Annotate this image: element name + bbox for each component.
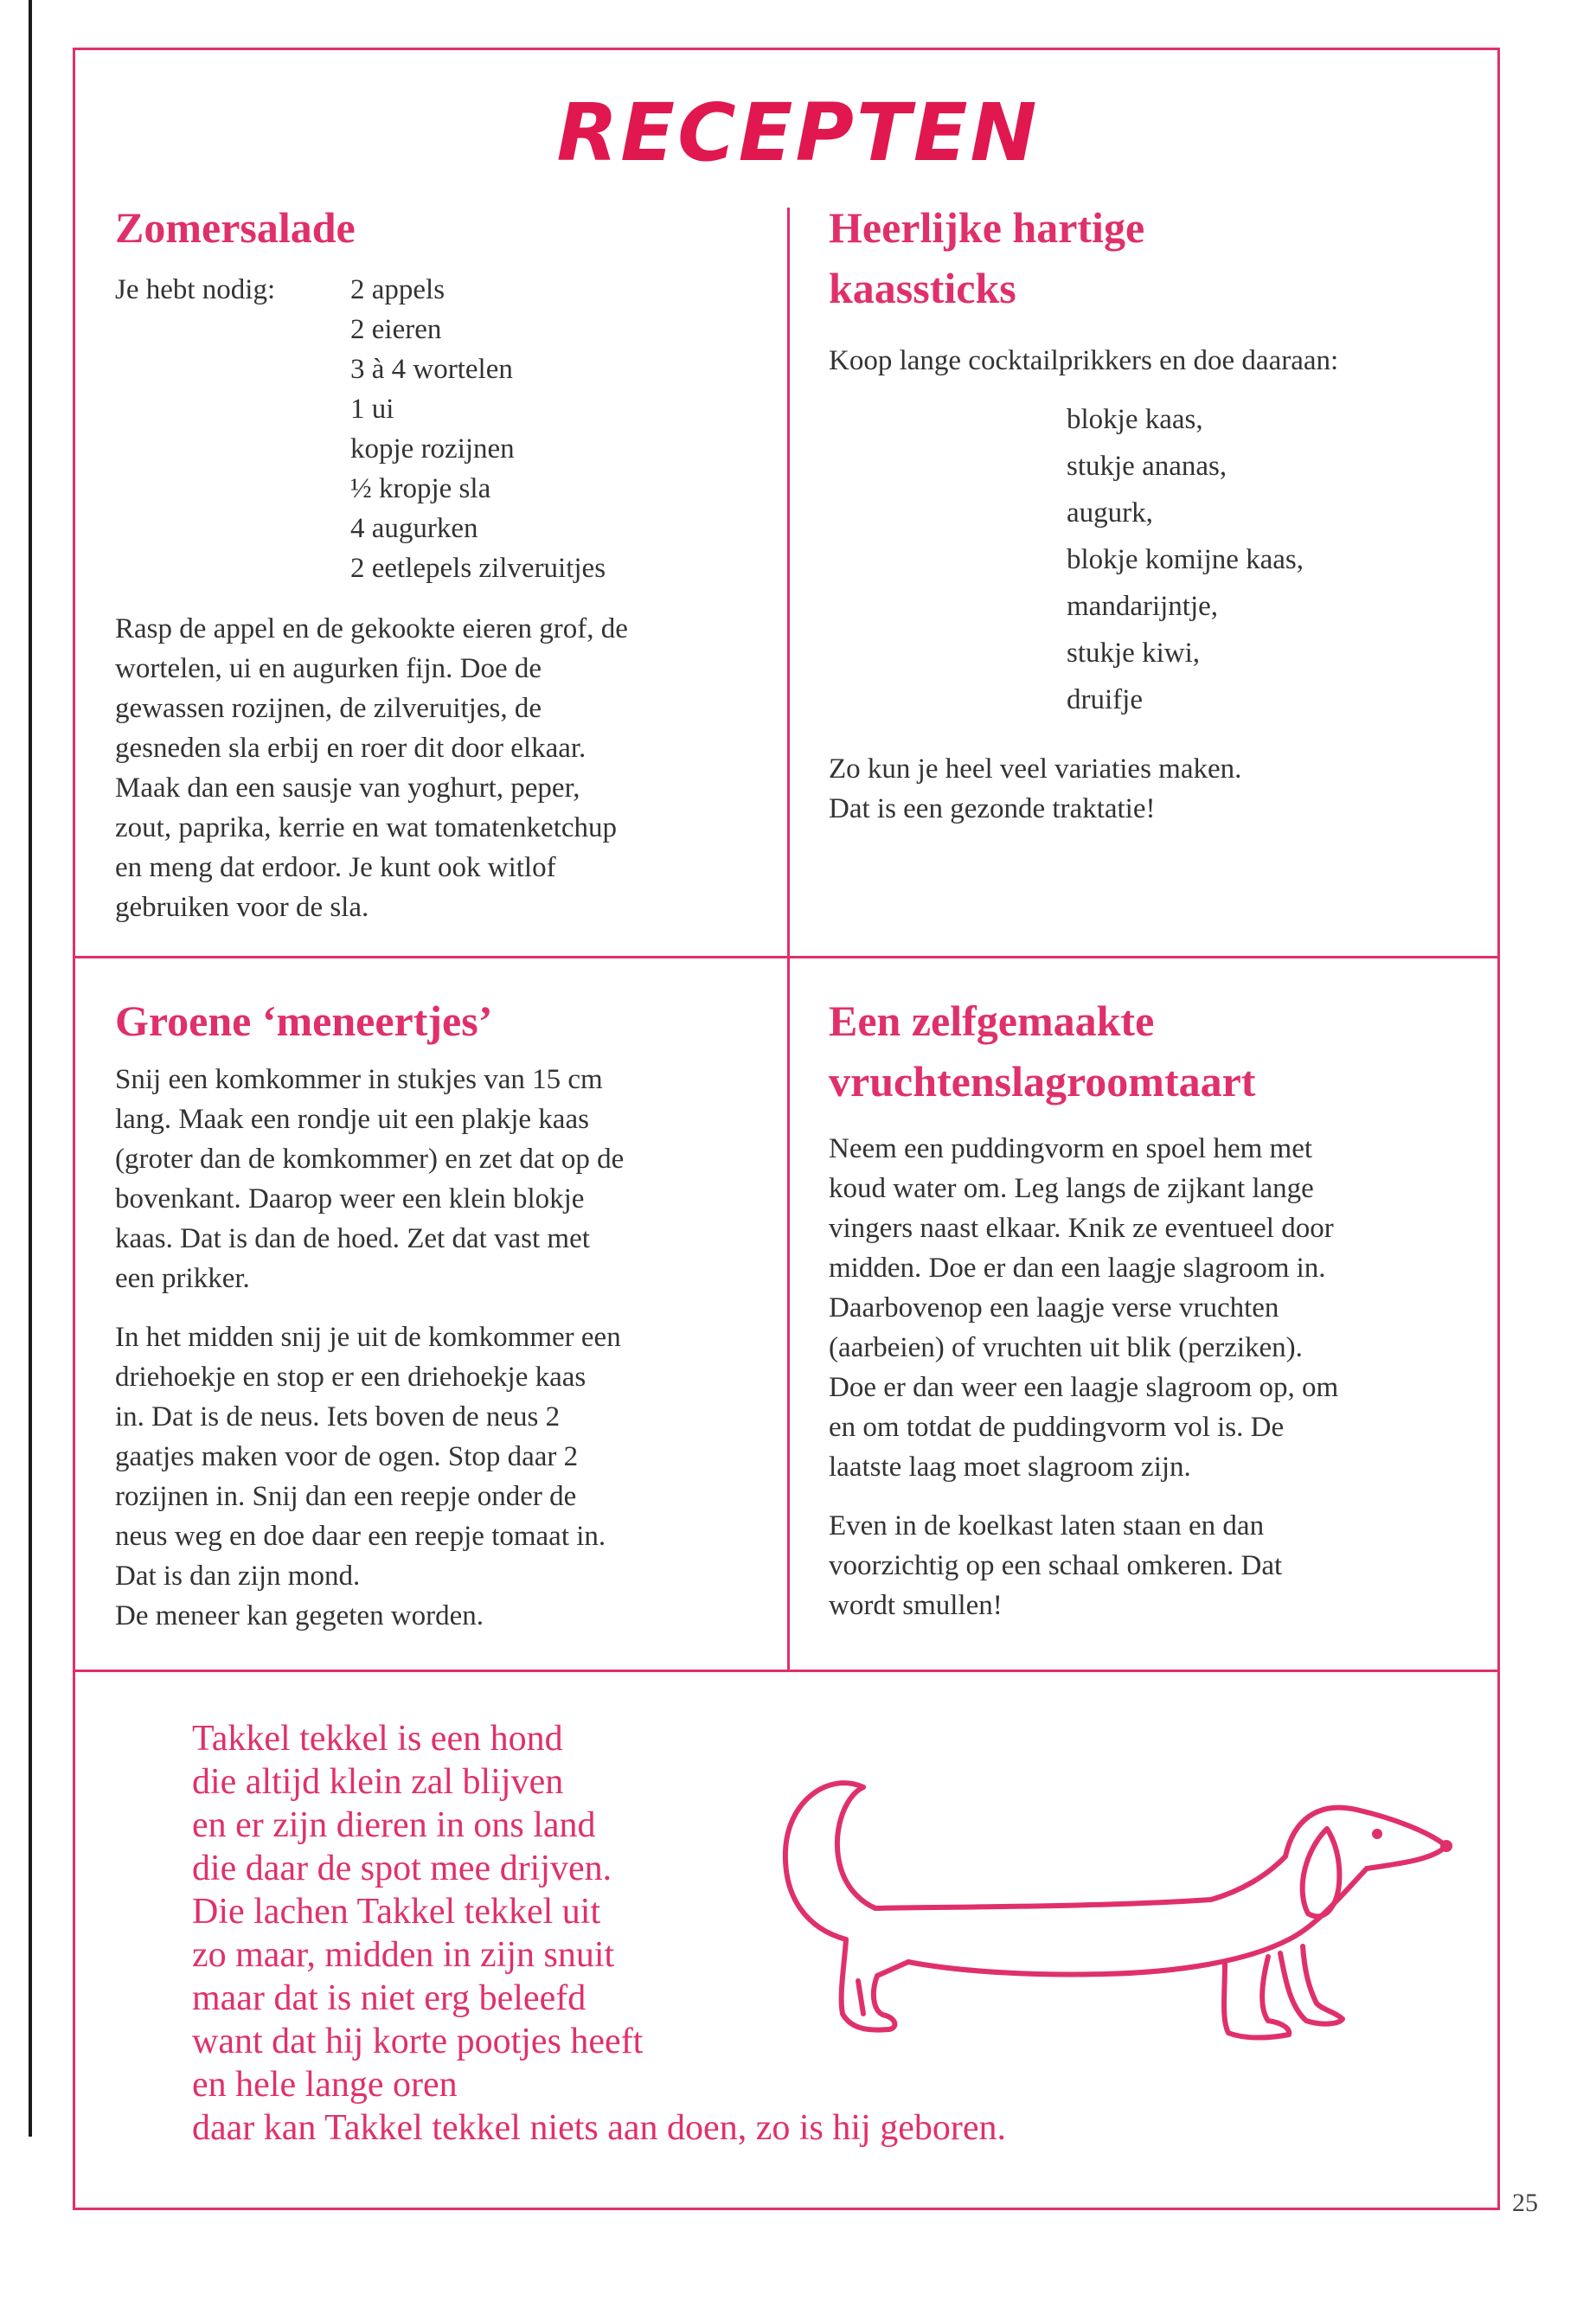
skewer-item: stukje ananas, [1067, 451, 1227, 482]
poem-line: maar dat is niet erg beleefd [192, 1978, 586, 2018]
ingredient: 3 à 4 wortelen [350, 354, 513, 385]
skewer-item: augurk, [1067, 497, 1153, 529]
ingredient: ½ kropje sla [350, 473, 491, 504]
ingredient: kopje rozijnen [350, 433, 515, 465]
dog-hind-leg [842, 1939, 908, 2030]
page-number: 25 [1512, 2189, 1538, 2217]
ingredient: 2 eetlepels zilveruitjes [350, 553, 606, 584]
instruction-line: gebruiken voor de sla. [115, 892, 369, 923]
ingredient: 1 ui [350, 394, 394, 425]
dog-front-leg [1224, 1957, 1289, 2038]
ingredient: 4 augurken [350, 513, 478, 544]
poem-line: want dat hij korte pootjes heeft [192, 2022, 644, 2061]
page-title: RECEPTEN [556, 87, 1040, 179]
paragraph: Neem een puddingvorm en spoel hem met koud water om. Leg langs de zijkant lange vingers naast elkaar. Knik ze eventueel door midden. Doe er dan een laagje slagroom in. Daarbovenop een laagje verse vruchten (aarbeien) of vruchten uit blik (perziken). Doe er dan weer een laagje slagroom op, om en om totdat de puddingvorm vol is. De laatste laag moet slagroom zijn. [829, 1133, 1339, 1483]
recipe-title: Een zelfgemaakte vruchtenslagroomtaart [829, 997, 1256, 1106]
instruction-line: wortelen, ui en augurken fijn. Doe de [115, 653, 542, 684]
poem-line: Takkel tekkel is een hond [192, 1719, 563, 1759]
dog-back [875, 1856, 1285, 1908]
paragraph: Even in de koelkast laten staan en dan voorzichtig op een schaal omkeren. Dat wordt smullen! [829, 1510, 1283, 1621]
column-divider-top [787, 208, 790, 956]
instructions [115, 609, 772, 927]
skewer-item: druifje [1067, 684, 1143, 715]
recipe-kaassticks [829, 197, 1486, 829]
poem-line: daar kan Takkel tekkel niets aan doen, zo is hij geboren. [192, 2108, 1006, 2148]
instruction-line: Maak dan een sausje van yoghurt, peper, [115, 772, 580, 804]
skewer-item: mandarijntje, [1067, 591, 1219, 622]
dachshund-illustration [761, 1721, 1471, 2067]
divider-bottom [73, 1670, 1500, 1672]
dog-front-leg-2 [1280, 1946, 1343, 2024]
poem-line: die altijd klein zal blijven [192, 1762, 564, 1802]
need-label: Je hebt nodig: [115, 274, 276, 305]
skewer-item: stukje kiwi, [1067, 638, 1200, 669]
poem-line: en hele lange oren [192, 2065, 458, 2105]
recipe-title: Zomersalade [115, 203, 356, 252]
recipe-meneertjes [115, 990, 772, 1655]
recipe-zomersalade [115, 197, 772, 927]
instruction-line: gesneden sla erbij en roer dit door elkaar. [115, 733, 586, 764]
ingredient: 2 appels [350, 274, 445, 305]
poem-line: zo maar, midden in zijn snuit [192, 1935, 615, 1975]
column-divider-middle [787, 956, 790, 1670]
skewer-items [1067, 396, 1486, 723]
instructions [115, 1060, 772, 1636]
instruction-line: zout, paprika, kerrie en wat tomatenketchup [115, 812, 618, 843]
ingredient: 2 eieren [350, 314, 442, 345]
skewer-item: blokje komijne kaas, [1067, 544, 1304, 575]
poem-line: die daar de spot mee drijven. [192, 1849, 612, 1888]
intro-text: Koop lange cocktailprikkers en doe daaraan: [829, 345, 1339, 376]
instructions [829, 1129, 1486, 1625]
paragraph: In het midden snij je uit de komkommer een driehoekje en stop er een driehoekje kaas in. Dat is de neus. Iets boven de neus 2 gaatjes maken voor de ogen. Stop daar 2 rozijnen in. Snij dan een reepje onder de neus weg en doe daar een reepje tomaat in. Dat is dan zijn mond. De meneer kan gegeten worden. [115, 1322, 621, 1631]
page-binding-edge [29, 0, 32, 2137]
ingredient-list [350, 270, 606, 588]
recipe-title: Heerlijke hartige kaassticks [829, 203, 1145, 312]
poem-line: en er zijn dieren in ons land [192, 1805, 596, 1845]
dog-belly [908, 1868, 1367, 1974]
skewer-item: blokje kaas, [1067, 404, 1203, 435]
outro-text: Zo kun je heel veel variaties maken. Dat is een gezonde traktatie! [829, 753, 1242, 824]
dog-tail [785, 1783, 863, 1939]
dog-eye [1372, 1829, 1382, 1839]
ingredients-block [115, 270, 772, 590]
recipe-taart [829, 990, 1486, 1644]
instruction-line: Rasp de appel en de gekookte eieren grof, de [115, 613, 628, 644]
paragraph: Snij een komkommer in stukjes van 15 cm lang. Maak een rondje uit een plakje kaas (groter dan de komkommer) en zet dat op de bovenkant. Daarop weer een klein blokje kaas. Dat is dan de hoed. Zet dat vast met een prikker. [115, 1064, 625, 1294]
instruction-line: gewassen rozijnen, de zilveruitjes, de [115, 693, 542, 724]
dog-nose [1440, 1840, 1452, 1852]
divider-middle [73, 956, 1500, 958]
recipe-title: Groene ‘meneertjes’ [115, 997, 493, 1045]
poem-line: Die lachen Takkel tekkel uit [192, 1892, 601, 1932]
instruction-line: en meng dat erdoor. Je kunt ook witlof [115, 852, 556, 883]
